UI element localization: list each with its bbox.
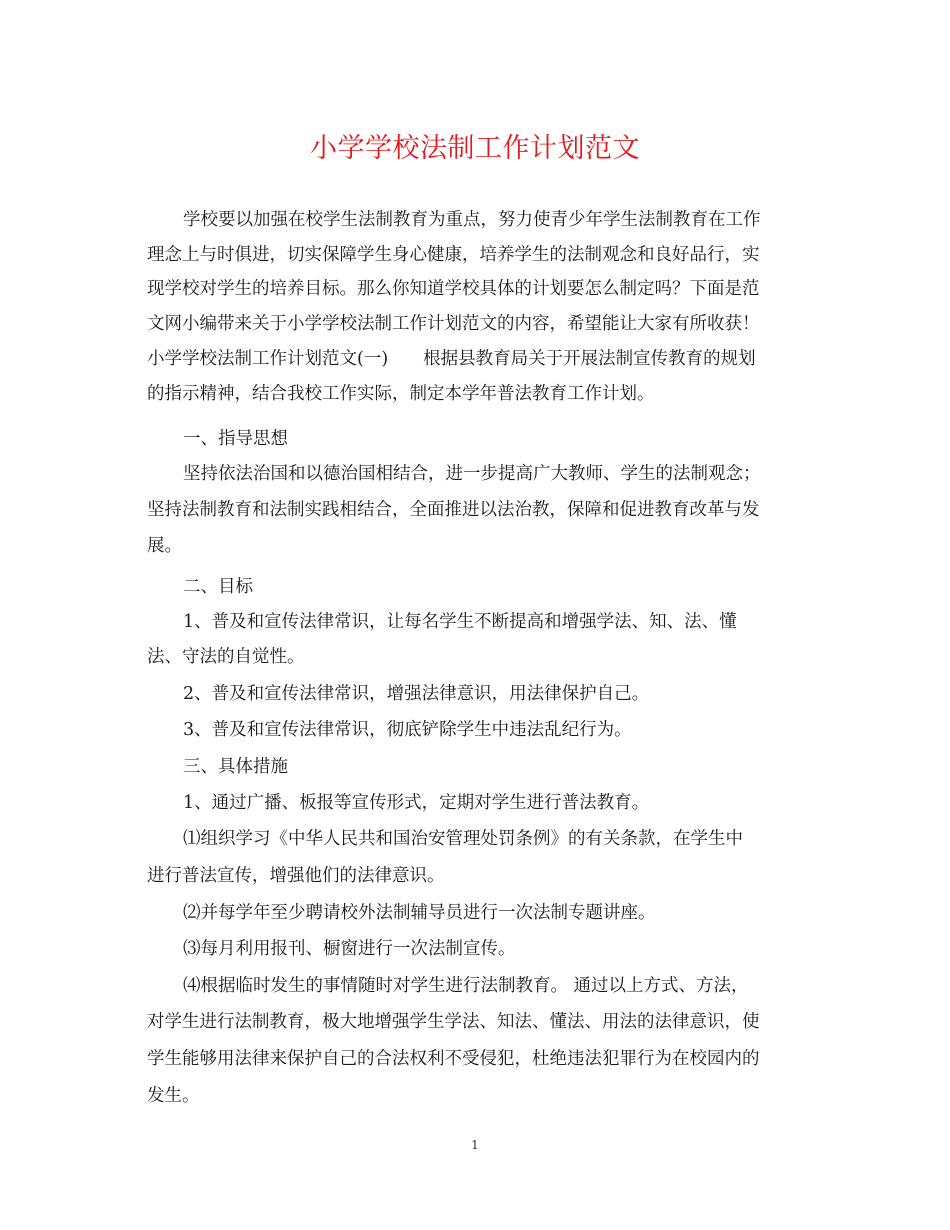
body-line-15: ⑴组织学习《中华人民共和国治安管理处罚条例》的有关条款，在学生中 xyxy=(183,829,743,849)
body-line-8: 坚持法制教育和法制实践相结合，全面推进以法治教，保障和促进教育改革与发 xyxy=(147,500,760,520)
section-heading-guiding-ideology: 一、指导思想 xyxy=(183,429,288,449)
body-line-6: 的指示精神，结合我校工作实际，制定本学年普法教育工作计划。 xyxy=(147,384,655,404)
body-line-13: 3、普及和宣传法律常识，彻底铲除学生中违法乱纪行为。 xyxy=(183,720,632,740)
section-heading-goals: 二、目标 xyxy=(183,577,253,597)
body-line-22: 发生。 xyxy=(147,1086,200,1106)
page-number: 1 xyxy=(471,1138,479,1152)
body-line-17: ⑵并每学年至少聘请校外法制辅导员进行一次法制专题讲座。 xyxy=(183,903,656,923)
section-heading-measures: 三、具体措施 xyxy=(183,757,288,777)
body-line-4: 文网小编带来关于小学学校法制工作计划范文的内容，希望能让大家有所收获！ xyxy=(147,314,760,334)
document-title: 小学学校法制工作计划范文 xyxy=(310,133,640,164)
body-line-9: 展。 xyxy=(147,536,182,556)
body-line-2: 理念上与时俱进，切实保障学生身心健康，培养学生的法制观念和良好品行，实 xyxy=(147,245,760,265)
body-line-7: 坚持依法治国和以德治国相结合，进一步提高广大教师、学生的法制观念； xyxy=(183,464,761,484)
body-line-3: 现学校对学生的培养目标。那么你知道学校具体的计划要怎么制定吗？下面是范 xyxy=(147,279,760,299)
body-line-11: 法、守法的自觉性。 xyxy=(147,647,305,667)
body-line-18: ⑶每月利用报刊、橱窗进行一次法制宣传。 xyxy=(183,939,516,959)
body-line-19: ⑷根据临时发生的事情随时对学生进行法制教育。 通过以上方式、方法， xyxy=(183,976,749,996)
body-line-5: 小学学校法制工作计划范文(一) 根据县教育局关于开展法制宣传教育的规划 xyxy=(147,349,756,369)
body-line-20: 对学生进行法制教育，极大地增强学生学法、知法、懂法、用法的法律意识，使 xyxy=(147,1012,760,1032)
body-line-14: 1、通过广播、板报等宣传形式，定期对学生进行普法教育。 xyxy=(183,793,650,813)
body-line-1: 学校要以加强在校学生法制教育为重点，努力使青少年学生法制教育在工作 xyxy=(183,210,761,230)
body-line-10: 1、普及和宣传法律常识，让每名学生不断提高和增强学法、知、法、懂 xyxy=(183,612,737,632)
body-line-12: 2、普及和宣传法律常识，增强法律意识，用法律保护自己。 xyxy=(183,684,650,704)
body-line-21: 学生能够用法律来保护自己的合法权利不受侵犯，杜绝违法犯罪行为在校园内的 xyxy=(147,1049,760,1069)
body-line-16: 进行普法宣传，增强他们的法律意识。 xyxy=(147,866,445,886)
